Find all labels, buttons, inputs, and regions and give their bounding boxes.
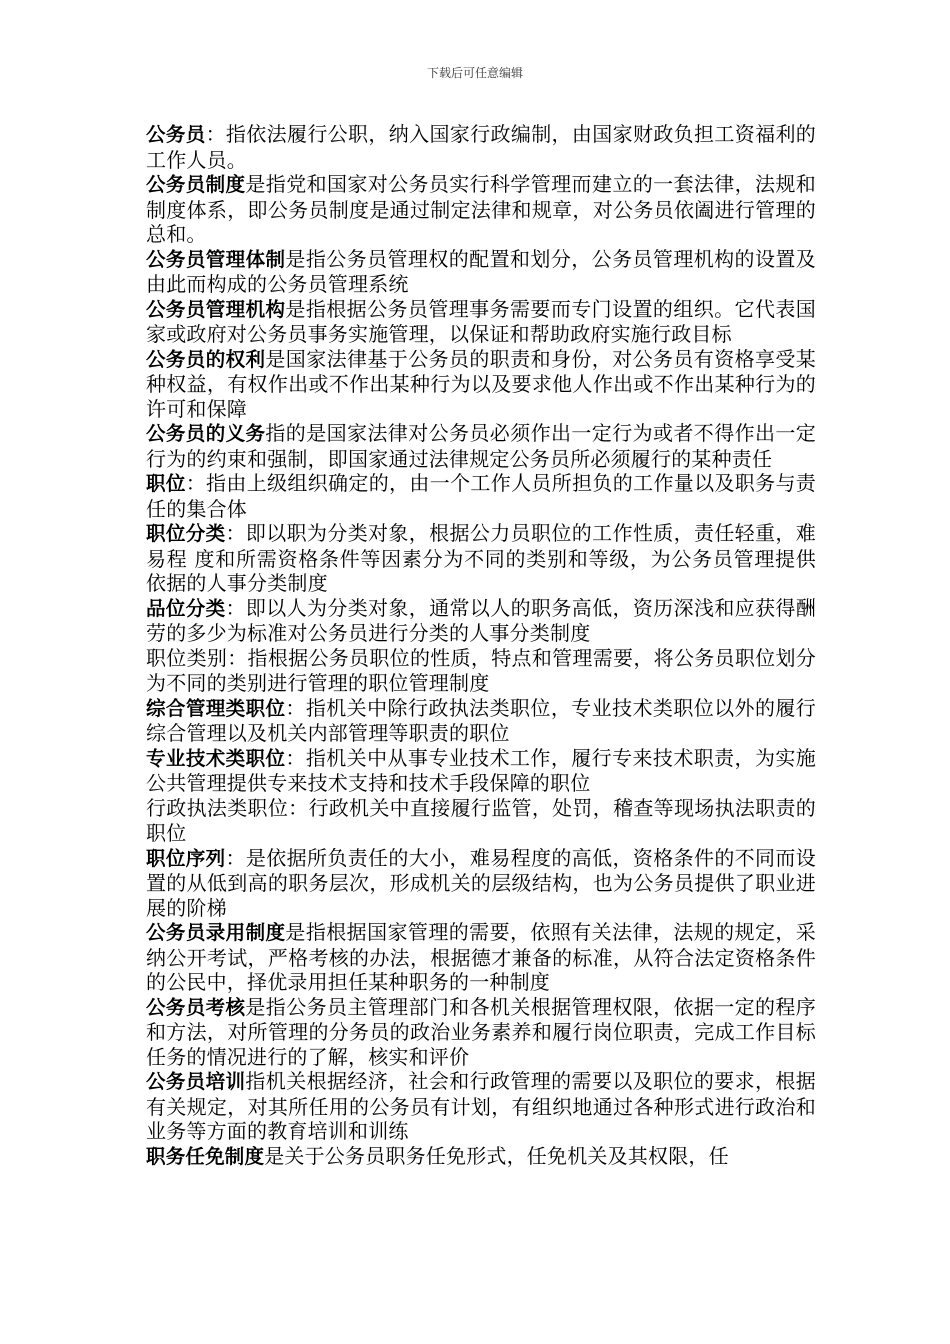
definition-term: 公务员录用制度: [146, 921, 286, 944]
definition-term: 公务员的权利: [146, 347, 266, 371]
definition-text: ：指机关中从事专业技术工作，履行专来技术职责，为实施公共管理提供专来技术支持和技术手段保障的职位: [146, 745, 817, 795]
definition-paragraph: [146, 646, 816, 696]
definition-paragraph: [146, 421, 816, 471]
definition-term: 公务员管理体制: [146, 247, 286, 271]
definition-paragraph: [146, 995, 816, 1070]
definition-text: ：指依法履行公职，纳入国家行政编制，由国家财政负担工资福利的工作人员。: [146, 122, 816, 172]
definition-paragraph: [146, 297, 816, 347]
page-header: 下载后可任意编辑: [426, 66, 523, 80]
definition-paragraph: [146, 347, 816, 422]
definition-term: 品位分类: [146, 596, 226, 620]
definition-term: 职位分类: [146, 522, 226, 545]
definition-paragraph: [146, 796, 816, 846]
document-body: [146, 122, 816, 1169]
definition-text: 是指公务员主管理部门和各机关根据管理权限，依据一定的程序和方法，对所管理的分务员的政治业务素养和履行岗位职责，完成工作目标任务的情况进行的了解，核实和评价: [146, 994, 816, 1069]
definition-paragraph: [146, 596, 816, 646]
definition-term: 公务员管理机构: [146, 297, 286, 321]
definition-term: 公务员: [146, 123, 206, 146]
definition-paragraph: [146, 247, 816, 297]
definition-text: 指的是国家法律对公务员必须作出一定行为或者不得作出一定行为的约束和强制，即国家通过法律规定公务员所必须履行的某种责任: [146, 421, 816, 471]
definition-text: 是指根据国家管理的需要，依照有关法律，法规的规定，采纳公开考试，严格考核的办法，根据德才兼备的标准，从符合法定资格条件的公民中，择优录用担任某种职务的一种制度: [146, 920, 817, 994]
definition-paragraph: [146, 696, 816, 746]
definition-text: ：即以人为分类对象，通常以人的职务高低，资历深浅和应获得酬劳的多少为标准对公务员进行分类的人事分类制度: [146, 595, 816, 645]
definition-term: 专业技术类职位: [146, 746, 286, 770]
definition-paragraph: [146, 122, 816, 172]
definition-text: 职位类别：指根据公务员职位的性质，特点和管理需要，将公务员职位划分为不同的类别进行管理的职位管理制度: [146, 645, 816, 695]
definition-text: 行政执法类职位：行政机关中直接履行监管，处罚，稽查等现场执法职责的职位: [146, 795, 816, 845]
definition-text: 是指根据公务员管理事务需要而专门设置的组织。它代表国家或政府对公务员事务实施管理，以保证和帮助政府实施行政目标: [146, 296, 817, 346]
definition-text: 指机关根据经济，社会和行政管理的需要以及职位的要求，根据有关规定，对其所任用的公务员有计划，有组织地通过各种形式进行政治和业务等方面的教育培训和训练: [146, 1069, 816, 1143]
definition-term: 综合管理类职位: [146, 696, 286, 720]
definition-term: 公务员的义务: [146, 422, 266, 445]
definition-text: ：指由上级组织确定的，由一个工作人员所担负的工作量以及职务与责任的集合体: [146, 471, 817, 521]
definition-paragraph: [146, 746, 816, 796]
definition-term: 公务员培训: [146, 1070, 246, 1093]
definition-paragraph: [146, 1069, 816, 1144]
definition-paragraph: [146, 1144, 816, 1170]
definition-term: 公务员考核: [146, 995, 246, 1019]
definition-text: ：即以职为分类对象，根据公力员职位的工作性质，责任轻重，难易程 度和所需资格条件等因素分为不同的类别和等级，为公务员管理提供依据的人事分类制度: [146, 521, 816, 595]
definition-term: 公务员制度: [146, 173, 246, 196]
definition-text: ：指机关中除行政执法类职位，专业技术类职位以外的履行综合管理以及机关内部管理等职责的职位: [146, 695, 817, 745]
definition-paragraph: [146, 521, 816, 596]
definition-term: 职务任免制度: [146, 1144, 265, 1168]
definition-text: 是关于公务员职务任免形式，任免机关及其权限，任: [264, 1143, 729, 1168]
definition-paragraph: [146, 920, 816, 995]
definition-text: 是指党和国家对公务员实行科学管理而建立的一套法律，法规和制度体系，即公务员制度是通过制定法律和规章，对公务员依阖进行管理的总和。: [146, 172, 816, 246]
definition-paragraph: [146, 471, 816, 521]
definition-paragraph: [146, 846, 816, 921]
definition-text: 是国家法律基于公务员的职责和身份，对公务员有资格享受某种权益，有权作出或不作出某种行为以及要求他人作出或不作出某种行为的许可和保障: [146, 346, 816, 421]
definition-text: 是指公务员管理权的配置和划分，公务员管理机构的设置及由此而构成的公务员管理系统: [146, 246, 817, 296]
definition-term: 职位: [146, 472, 186, 495]
definition-text: ：是依据所负责任的大小，难易程度的高低，资格条件的不同而设置的从低到高的职务层次，形成机关的层级结构，也为公务员提供了职业进展的阶梯: [146, 845, 816, 920]
definition-term: 职位序列: [146, 846, 226, 870]
definition-paragraph: [146, 172, 816, 247]
